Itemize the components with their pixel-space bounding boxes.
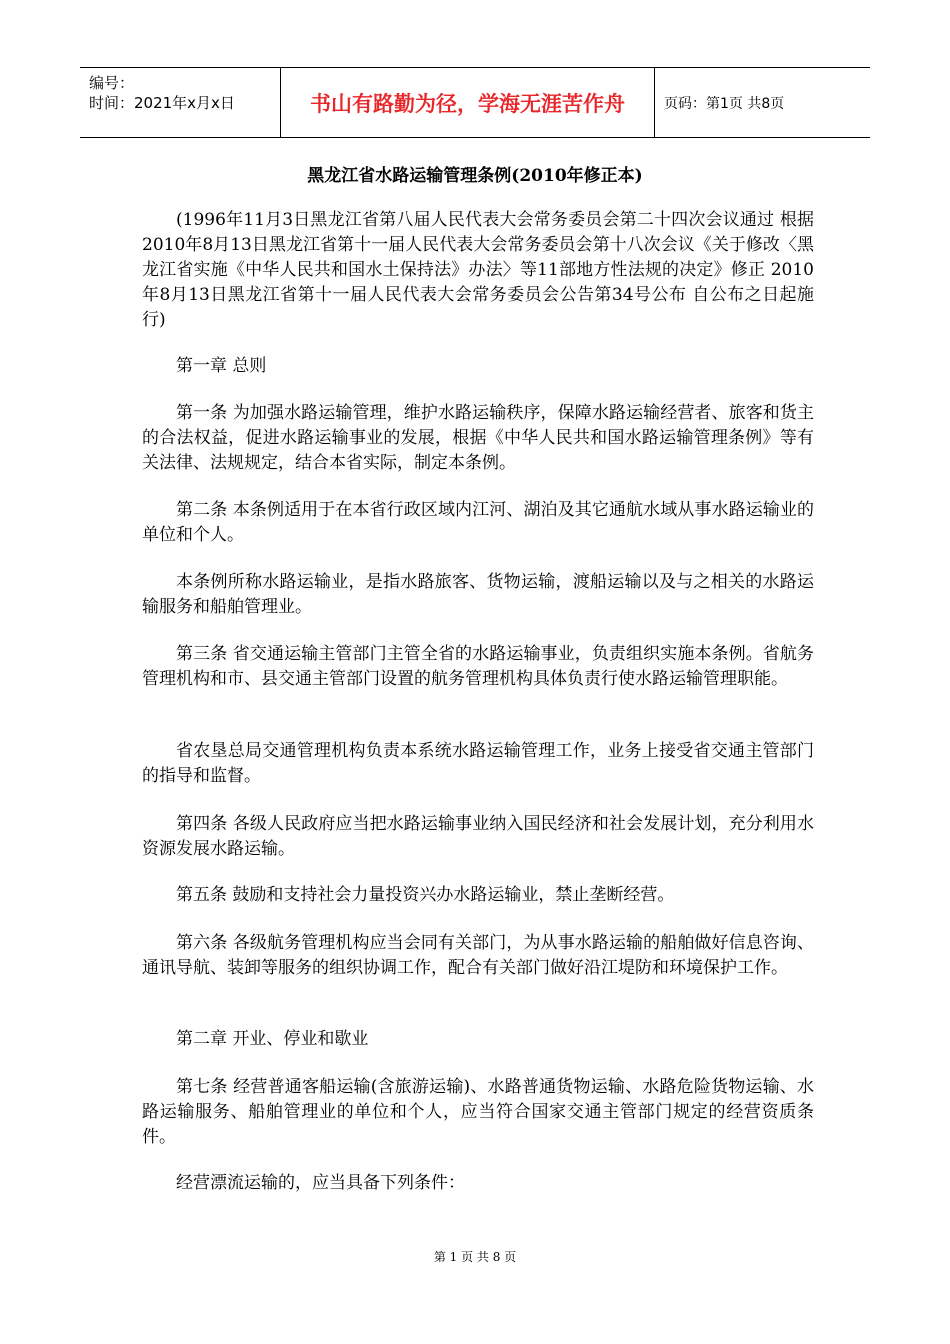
chapter-heading: 第二章 开业、停业和歇业 bbox=[176, 1029, 369, 1049]
paragraph-article: 第六条 各级航务管理机构应当会同有关部门，为从事水路运输的船舶做好信息咨询、通讯导航、装卸等服务的组织协调工作，配合有关部门做好沿江堤防和环境保护工作。 bbox=[142, 933, 814, 978]
paragraph-article: 第七条 经营普通客船运输(含旅游运输)、水路普通货物运输、水路危险货物运输、水路运输服务、船舶管理业的单位和个人，应当符合国家交通主管部门规定的经营资质条件。 bbox=[142, 1077, 814, 1147]
document-title: 黑龙江省水路运输管理条例(2010年修正本) bbox=[307, 166, 643, 186]
paragraph-preamble: (1996年11月3日黑龙江省第八届人民代表大会常务委员会第二十四次会议通过 根据2010年8月13日黑龙江省第十一届人民代表大会常务委员会第十八次会议《关于修改〈黑龙江省实施《中华人民共和国水土保持法》办法〉等11部地方性法规的决定》修正 2010年8月13日黑龙江省第十一届人民代表大会常务委员会公告第34号公布 自公布之日起施行) bbox=[142, 210, 814, 330]
paragraph-article: 本条例所称水路运输业，是指水路旅客、货物运输，渡船运输以及与之相关的水路运输服务和船舶管理业。 bbox=[142, 572, 814, 617]
paragraph-article: 第一条 为加强水路运输管理，维护水路运输秩序，保障水路运输经营者、旅客和货主的合法权益，促进水路运输事业的发展，根据《中华人民共和国水路运输管理条例》等有关法律、法规规定，结合本省实际，制定本条例。 bbox=[142, 403, 814, 473]
paragraph-article: 第五条 鼓励和支持社会力量投资兴办水路运输业，禁止垄断经营。 bbox=[176, 885, 675, 905]
paragraph-article: 省农垦总局交通管理机构负责本系统水路运输管理工作，业务上接受省交通主管部门的指导和监督。 bbox=[142, 741, 814, 786]
document-number-label: 编号： bbox=[89, 74, 135, 92]
document-time-label: 时间：2021年x月x日 bbox=[89, 94, 235, 112]
paragraph-article: 第四条 各级人民政府应当把水路运输事业纳入国民经济和社会发展计划，充分利用水资源发展水路运输。 bbox=[142, 814, 814, 859]
chapter-heading: 第一章 总则 bbox=[176, 356, 267, 376]
header-meta-cell bbox=[80, 68, 281, 137]
page-header bbox=[80, 67, 870, 138]
header-page-info: 页码：第1页 共8页 bbox=[664, 95, 785, 112]
paragraph-article: 第三条 省交通运输主管部门主管全省的水路运输事业，负责组织实施本条例。省航务管理机构和市、县交通主管部门设置的航务管理机构具体负责行使水路运输管理职能。 bbox=[142, 644, 814, 689]
page-footer: 第 1 页 共 8 页 bbox=[433, 1250, 517, 1264]
header-slogan: 书山有路勤为径，学海无涯苦作舟 bbox=[281, 68, 655, 137]
paragraph-article: 经营漂流运输的，应当具备下列条件： bbox=[176, 1173, 465, 1193]
paragraph-article: 第二条 本条例适用于在本省行政区域内江河、湖泊及其它通航水域从事水路运输业的单位和个人。 bbox=[142, 500, 814, 545]
